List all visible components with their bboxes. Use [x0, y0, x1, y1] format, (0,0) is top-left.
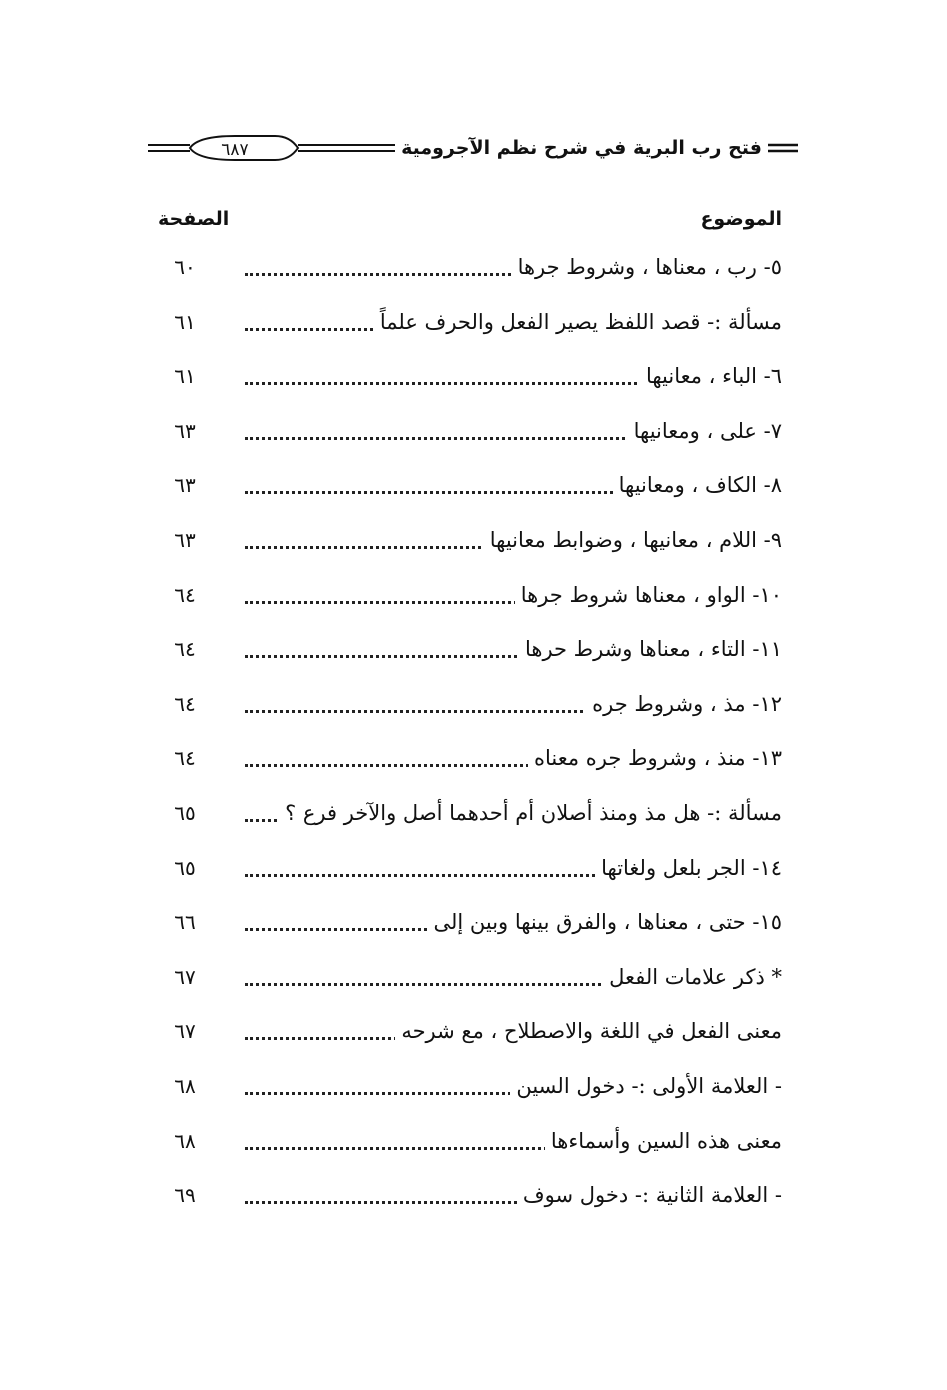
toc-entry-page: ٦٥ — [174, 800, 196, 825]
toc-entry — [150, 627, 790, 682]
toc-entry-title: ١١- التاء ، معناها وشرط حرها — [519, 637, 782, 661]
toc-entry-title: ١٥- حتى ، معناها ، والفرق بينها وبين إلى — [427, 910, 782, 934]
toc-entry — [150, 1064, 790, 1119]
toc-entry — [150, 955, 790, 1010]
toc-entry-title: ٥- رب ، معناها ، وشروط جرها — [512, 255, 782, 279]
toc-entry-page: ٦٣ — [174, 418, 196, 443]
toc-entry-title: ٨- الكاف ، ومعانيها — [613, 473, 782, 497]
toc-entry-page: ٦٨ — [174, 1128, 196, 1153]
toc-entry — [150, 1009, 790, 1064]
toc-entry — [150, 354, 790, 409]
toc-entry-page: ٦٨ — [174, 1073, 196, 1098]
toc-entry — [150, 791, 790, 846]
toc-entry-page: ٦٧ — [174, 1019, 196, 1044]
toc-entry-title: ١٠- الواو ، معناها شروط جرها — [515, 583, 782, 607]
toc-entry-page: ٦٠ — [174, 255, 196, 279]
toc-entry — [150, 300, 790, 355]
toc-entry-title: - العلامة الأولى :- دخول السين — [510, 1074, 782, 1098]
table-of-contents — [150, 245, 790, 1228]
toc-entry-title: مسألة :- هل مذ ومنذ أصلان أم أحدهما أصل والآخر فرع ؟ — [279, 801, 782, 825]
toc-entry-page: ٦٦ — [174, 910, 196, 935]
toc-entry-page: ٦١ — [174, 309, 196, 334]
column-headers — [150, 208, 790, 238]
toc-entry-title: ١٤- الجر بلعل ولغاتها — [595, 856, 782, 880]
book-title: فتح رب البرية في شرح نظم الآجرومية — [395, 137, 768, 159]
toc-entry — [150, 518, 790, 573]
toc-entry-title: - العلامة الثانية :- دخول سوف — [517, 1183, 782, 1207]
toc-entry — [150, 1173, 790, 1228]
toc-entry — [150, 463, 790, 518]
toc-entry-page: ٦٥ — [174, 855, 196, 880]
page-number: ٦٨٧ — [221, 140, 249, 160]
toc-entry-title: * ذكر علامات الفعل — [603, 965, 782, 989]
toc-entry — [150, 682, 790, 737]
toc-entry — [150, 409, 790, 464]
toc-entry-page: ٦٤ — [174, 582, 196, 607]
toc-entry-title: معنى الفعل في اللغة والاصطلاح ، مع شرحه — [395, 1019, 782, 1043]
toc-entry — [150, 900, 790, 955]
toc-entry-page: ٦٤ — [174, 691, 196, 716]
toc-entry-title: ٧- على ، ومعانيها — [628, 419, 782, 443]
topic-column-header: الموضوع — [700, 208, 782, 230]
toc-entry-page: ٦٩ — [174, 1183, 196, 1208]
toc-entry — [150, 245, 790, 300]
page-column-header: الصفحة — [158, 208, 230, 230]
toc-entry-page: ٦٣ — [174, 473, 196, 498]
toc-entry — [150, 736, 790, 791]
toc-entry-title: ١٣- منذ ، وشروط جره معناه — [528, 746, 782, 770]
toc-entry-title: ١٢- مذ ، وشروط جره — [586, 692, 782, 716]
toc-entry-title: ٩- اللام ، معانيها ، وضوابط معانيها — [484, 528, 782, 552]
running-header — [140, 128, 798, 172]
toc-entry — [150, 1119, 790, 1174]
toc-entry — [150, 846, 790, 901]
toc-entry-page: ٦٤ — [174, 637, 196, 662]
toc-entry-page: ٦٤ — [174, 746, 196, 771]
toc-entry-title: ٦- الباء ، معانيها — [640, 364, 782, 388]
toc-entry-page: ٦٣ — [174, 527, 196, 552]
toc-entry-page: ٦٧ — [174, 964, 196, 989]
toc-entry-title: مسألة :- قصد اللفظ يصير الفعل والحرف علماً — [374, 310, 782, 334]
toc-entry-page: ٦١ — [174, 364, 196, 389]
toc-entry — [150, 573, 790, 628]
toc-entry-title: معنى هذه السين وأسماءها — [545, 1129, 782, 1153]
